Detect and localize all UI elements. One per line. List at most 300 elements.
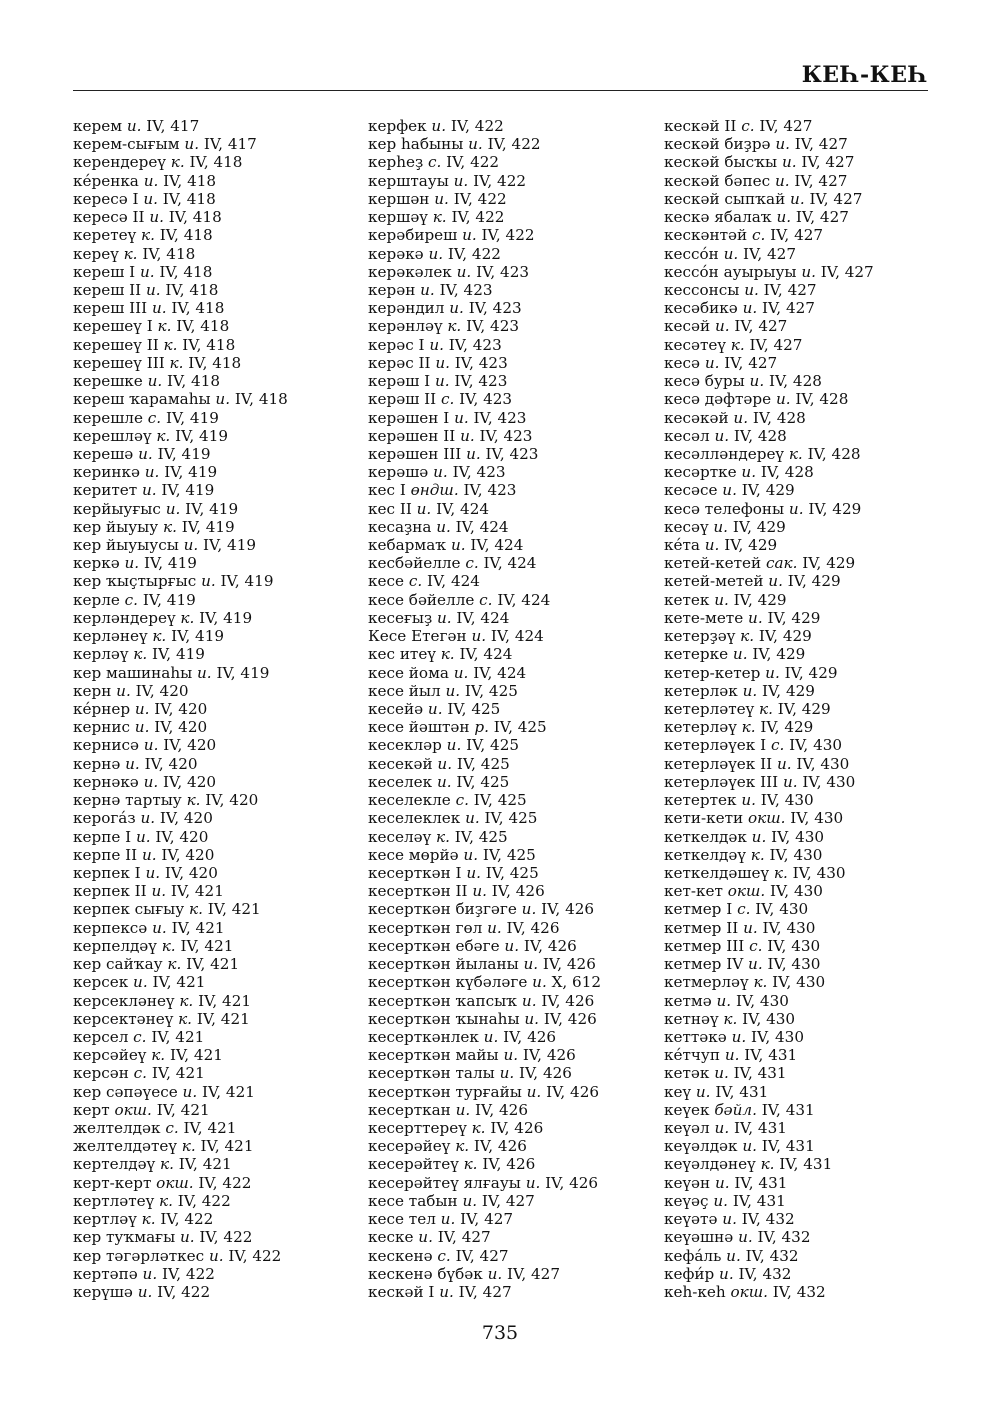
headword: керәшен III (368, 444, 467, 463)
dictionary-column-3 (664, 117, 964, 1301)
page-reference: IV, 428 (802, 444, 861, 463)
grammar-label: и. (462, 226, 477, 245)
headword: Кесе Етегән (368, 627, 472, 646)
headword: кесәбикә (664, 299, 743, 318)
dictionary-entry (368, 372, 668, 390)
grammar-label: и. (487, 918, 502, 937)
page-reference: IV, 418 (158, 171, 217, 190)
headword: кескенә (368, 1246, 438, 1265)
dictionary-entry (368, 846, 668, 864)
dictionary-entry (368, 992, 668, 1010)
page-reference: IV, 428 (764, 372, 822, 391)
headword: кереү (73, 244, 124, 263)
page-reference: IV, 424 (465, 536, 524, 555)
dictionary-entry (664, 117, 964, 135)
dictionary-column-2 (368, 117, 668, 1301)
page-reference: IV, 421 (197, 1082, 255, 1101)
grammar-label: и. (445, 681, 461, 700)
dictionary-entry (664, 372, 964, 390)
dictionary-entry (73, 427, 373, 445)
grammar-label: к. (723, 1009, 738, 1028)
page-reference: IV, 421 (165, 1046, 223, 1065)
headword: керәс I (368, 335, 430, 354)
headword: кети-кети (664, 809, 748, 828)
grammar-label: и. (141, 845, 157, 864)
page-reference: IV, 423 (447, 463, 506, 482)
dictionary-entry (73, 809, 373, 827)
grammar-label: и. (435, 353, 450, 372)
dictionary-entry (73, 609, 373, 627)
page-reference: IV, 420 (139, 754, 198, 773)
dictionary-entry (664, 390, 964, 408)
headword: керсәйеү (73, 1046, 152, 1065)
dictionary-entry (73, 390, 373, 408)
headword: кесе бәйелле (368, 590, 480, 609)
page-reference: IV, 426 (536, 991, 595, 1010)
grammar-label: и. (466, 444, 481, 463)
page-reference: IV, 431 (774, 1155, 833, 1174)
dictionary-entry (664, 736, 964, 754)
page-reference: IV, 430 (797, 772, 856, 791)
page-reference: IV, 419 (147, 645, 205, 664)
page-reference: IV, 421 (147, 973, 206, 992)
headword: кершән (368, 189, 435, 208)
dictionary-entry (368, 736, 668, 754)
grammar-label: и. (775, 390, 791, 409)
dictionary-entry (368, 445, 668, 463)
headword: керт-керт (73, 1173, 157, 1192)
grammar-label: и. (504, 936, 520, 955)
headword: кефа́ль (664, 1246, 727, 1265)
headword: кескәй II (664, 117, 742, 135)
dictionary-entry (368, 882, 668, 900)
grammar-label: к. (463, 1155, 478, 1174)
headword: кесбәйелле (368, 554, 466, 573)
grammar-label: к. (167, 955, 182, 974)
page-reference: IV, 429 (772, 700, 831, 718)
headword: кер һабыны (368, 135, 469, 154)
dictionary-entry (73, 172, 373, 190)
page-reference: IV, 426 (485, 1119, 544, 1138)
page-reference: IV, 430 (746, 1027, 804, 1046)
page-reference: IV, 419 (138, 590, 196, 609)
page-reference: IV, 426 (536, 900, 595, 919)
dictionary-entry (368, 354, 668, 372)
grammar-label: и. (722, 1210, 737, 1229)
page-reference: IV, 418 (154, 226, 213, 245)
page-reference: IV, 430 (750, 900, 809, 919)
dictionary-entry (664, 718, 964, 736)
headword: кесеғыҙ (368, 608, 437, 627)
headword: кетмер II (664, 918, 744, 937)
page-reference: IV, 429 (757, 681, 815, 700)
page-reference: IV, 422 (223, 1246, 282, 1265)
grammar-label: и. (135, 827, 151, 846)
dictionary-entry (664, 645, 964, 663)
grammar-label: и. (526, 1082, 542, 1101)
headword: кесекләр (368, 736, 447, 755)
grammar-label: и. (134, 700, 150, 718)
grammar-label: и. (124, 554, 140, 573)
dictionary-entry (664, 409, 964, 427)
page-reference: IV, 421 (192, 1009, 250, 1028)
grammar-label: к. (189, 900, 203, 919)
grammar-label: и. (790, 189, 805, 208)
headword: кесәртке (664, 463, 742, 482)
dictionary-entry (664, 336, 964, 354)
dictionary-entry (368, 1210, 668, 1228)
dictionary-entry (73, 627, 373, 645)
grammar-label: и. (726, 1246, 741, 1265)
dictionary-entry (368, 1028, 668, 1046)
dictionary-entry (664, 190, 964, 208)
dictionary-entry (73, 1265, 373, 1283)
page-reference: IV, 419 (152, 444, 211, 463)
dictionary-entry (368, 1137, 668, 1155)
grammar-label: к. (181, 1137, 196, 1156)
grammar-label: и. (439, 1283, 454, 1301)
headword: керем-сығым (73, 135, 185, 154)
headword: кертәпә (73, 1264, 143, 1283)
dictionary-entry (73, 591, 373, 609)
page-reference: IV, 432 (733, 1264, 792, 1283)
dictionary-entry (368, 664, 668, 682)
page-reference: IV, 424 (454, 645, 513, 664)
headword: кетер-кетер (664, 663, 766, 682)
headword: кесерткән ҡапсыҡ (368, 991, 522, 1010)
page-reference: IV, 430 (755, 791, 814, 810)
dictionary-entry (368, 645, 668, 663)
dictionary-entry (73, 518, 373, 536)
headword: ке́та (664, 536, 705, 555)
dictionary-entry (73, 1228, 373, 1246)
grammar-label: и. (742, 681, 758, 700)
dictionary-entry (73, 500, 373, 518)
grammar-label: и. (775, 135, 790, 154)
headword: кесерткән майы (368, 1046, 504, 1065)
headword: кетерләүек II (664, 754, 777, 773)
dictionary-entry (368, 1064, 668, 1082)
headword: кесәлләндереү (664, 444, 789, 463)
headword: кер сайҡау (73, 955, 168, 974)
grammar-label: окш. (114, 1100, 152, 1119)
dictionary-entry (368, 1247, 668, 1265)
grammar-label: и. (145, 280, 161, 299)
dictionary-entry (664, 1265, 964, 1283)
grammar-label: и. (749, 372, 765, 391)
headword: керсектәнеү (73, 1009, 179, 1028)
dictionary-entry (664, 481, 964, 499)
page-reference: IV, 425 (461, 736, 520, 755)
page-reference: IV, 431 (728, 1191, 786, 1210)
dictionary-entry (73, 736, 373, 754)
dictionary-entry (664, 973, 964, 991)
dictionary-entry (73, 718, 373, 736)
page-reference: IV, 426 (469, 1137, 527, 1156)
grammar-label: к. (170, 153, 185, 172)
headword: кер ҡыҫтырғыс (73, 572, 202, 591)
headword: кете-мете (664, 608, 749, 627)
grammar-label: и. (524, 1009, 539, 1028)
dictionary-entry (368, 572, 668, 590)
dictionary-entry (73, 1101, 373, 1119)
dictionary-entry (664, 1247, 964, 1265)
dictionary-entry (664, 135, 964, 153)
headword: кетмер IV (664, 955, 749, 974)
headword: кетмерләү (664, 973, 754, 992)
page-reference: IV, 429 (797, 554, 856, 573)
page-reference: IV, 418 (137, 244, 196, 263)
page-reference: IV, 425 (468, 791, 527, 810)
grammar-label: и. (472, 882, 487, 901)
dictionary-entry (664, 554, 964, 572)
page-reference: IV, 430 (762, 936, 821, 955)
page-reference: IV, 417 (141, 117, 200, 135)
page-reference: IV, 426 (518, 1046, 576, 1065)
headword: кесе (368, 572, 409, 591)
page-reference: IV, 431 (710, 1082, 769, 1101)
dictionary-entry (664, 955, 964, 973)
headword: керәшен II (368, 426, 461, 445)
dictionary-entry (664, 1028, 964, 1046)
dictionary-entry (664, 427, 964, 445)
headword: кересә II (73, 208, 150, 227)
dictionary-entry (368, 1010, 668, 1028)
grammar-label: и. (145, 863, 161, 882)
dictionary-entry (664, 1210, 964, 1228)
page-reference: IV, 420 (150, 827, 209, 846)
page-reference: IV, 429 (728, 517, 786, 536)
dictionary-entry (368, 937, 668, 955)
headword: керешке (73, 372, 148, 391)
grammar-label: и. (483, 1027, 499, 1046)
page-reference: IV, 423 (468, 408, 527, 427)
page-reference: IV, 424 (450, 517, 509, 536)
headword: кеткелдәк (664, 827, 752, 846)
headword: кетерҙәү (664, 627, 741, 646)
headword: кесерткән турғайы (368, 1082, 527, 1101)
page-reference: IV, 424 (468, 663, 527, 682)
grammar-label: с. (465, 554, 479, 573)
grammar-label: и. (723, 244, 739, 263)
dictionary-entry (73, 937, 373, 955)
grammar-label: и. (133, 973, 148, 992)
dictionary-entry (73, 1119, 373, 1137)
dictionary-entry (664, 1137, 964, 1155)
page-reference: IV, 418 (163, 208, 222, 227)
dictionary-entry (368, 518, 668, 536)
grammar-label: к. (156, 426, 171, 445)
page-reference: IV, 430 (791, 754, 850, 773)
grammar-label: и. (532, 973, 547, 992)
dictionary-entry (73, 882, 373, 900)
page-reference: IV, 422 (446, 208, 505, 227)
grammar-label: к. (455, 1137, 470, 1156)
dictionary-entry (664, 809, 964, 827)
page-reference: IV, 431 (729, 1119, 787, 1138)
grammar-label: с. (455, 791, 469, 810)
page-reference: IV, 429 (747, 645, 806, 664)
dictionary-column-1 (73, 117, 373, 1301)
headword: кернисә (73, 736, 144, 755)
page-reference: IV, 427 (815, 262, 874, 281)
dictionary-entry (73, 1174, 373, 1192)
headword: кесәкәй (664, 408, 734, 427)
page-reference: IV, 427 (738, 244, 796, 263)
grammar-label: р. (474, 718, 489, 737)
grammar-label: и. (748, 608, 763, 627)
page-reference: IV, 420 (155, 809, 213, 828)
headword: кереш II (73, 280, 146, 299)
dictionary-entry (664, 299, 964, 317)
headword: кесә буры (664, 372, 750, 391)
dictionary-entry (73, 117, 373, 135)
dictionary-entry (368, 864, 668, 882)
page-reference: IV, 420 (156, 845, 215, 864)
page-reference: IV, 426 (501, 918, 560, 937)
page-reference: IV, 424 (431, 499, 490, 518)
dictionary-entry (73, 664, 373, 682)
page-reference: IV, 426 (498, 1027, 557, 1046)
dictionary-entry (73, 263, 373, 281)
grammar-label: и. (453, 171, 469, 190)
page-reference: IV, 429 (728, 590, 787, 609)
grammar-label: с. (408, 572, 423, 591)
headword: керпе II (73, 845, 142, 864)
grammar-label: и. (449, 299, 464, 318)
dictionary-entry (664, 992, 964, 1010)
dictionary-entry (368, 1265, 668, 1283)
page-reference: IV, 418 (230, 390, 288, 409)
page-reference: IV, 424 (478, 554, 537, 573)
page-reference: IV, 420 (160, 863, 218, 882)
headword: кетерләү (664, 718, 742, 737)
grammar-label: и. (144, 463, 160, 482)
grammar-label: и. (450, 536, 466, 555)
headword: керешеү I (73, 317, 158, 336)
grammar-label: и. (141, 481, 157, 500)
grammar-label: и. (453, 663, 469, 682)
headword: кесерттереү (368, 1119, 472, 1138)
headword: керешләү (73, 426, 157, 445)
grammar-label: к. (133, 645, 148, 664)
headword: керштауы (368, 171, 454, 190)
page-reference: IV, 419 (139, 554, 197, 573)
headword: керпек I (73, 863, 146, 882)
grammar-label: и. (462, 1191, 478, 1210)
page-reference: IV, 422 (194, 1228, 253, 1247)
dictionary-entry (73, 846, 373, 864)
headword: кесәл (664, 426, 715, 445)
grammar-label: и. (704, 536, 720, 555)
page-reference: IV, 426 (514, 1064, 572, 1083)
grammar-label: и. (208, 1246, 224, 1265)
page-reference: IV, 419 (166, 627, 225, 646)
dictionary-entry (664, 700, 964, 718)
dictionary-entry (664, 828, 964, 846)
page-reference: IV, 427 (757, 299, 815, 318)
page-reference: X, 612 (546, 973, 602, 992)
headword: желтелдәтеү (73, 1137, 182, 1156)
headword: кесерткән гөл (368, 918, 488, 937)
page-reference: IV, 430 (765, 882, 823, 901)
headword: ке́ренка (73, 171, 144, 190)
headword: кернәкә (73, 772, 144, 791)
dictionary-entry (368, 226, 668, 244)
headword: керинкә (73, 463, 145, 482)
grammar-label: и. (782, 772, 798, 791)
page-reference: IV, 427 (804, 189, 863, 208)
headword: керләү (73, 645, 134, 664)
dictionary-entry (73, 1064, 373, 1082)
headword: керешә (73, 444, 139, 463)
headword: кесерткән талы (368, 1064, 500, 1083)
page-reference: IV, 419 (170, 426, 229, 445)
page-reference: IV, 432 (736, 1210, 795, 1229)
page-reference: IV, 419 (156, 481, 215, 500)
page-reference: IV, 423 (434, 280, 493, 299)
dictionary-entry (368, 481, 668, 499)
headword: кеселекле (368, 791, 456, 810)
headword: кесерткан (368, 1100, 456, 1119)
headword: кетмә (664, 991, 717, 1010)
grammar-label: и. (454, 408, 469, 427)
page-reference: IV, 427 (789, 171, 848, 190)
dictionary-entry (664, 919, 964, 937)
headword: кесе мөрйә (368, 845, 464, 864)
grammar-label: к. (760, 1155, 775, 1174)
dictionary-entry (73, 135, 373, 153)
dictionary-entry (368, 135, 668, 153)
dictionary-entry (368, 281, 668, 299)
headword: кескә ябалаҡ (664, 208, 777, 227)
grammar-label: к. (141, 1210, 156, 1229)
grammar-label: к. (163, 335, 178, 354)
dictionary-entry (368, 755, 668, 773)
page-reference: IV, 432 (767, 1283, 826, 1301)
grammar-label: и. (429, 335, 444, 354)
headword: керәкәлек (368, 262, 457, 281)
headword: кер туҡмағы (73, 1228, 180, 1247)
page-reference: IV, 423 (463, 299, 522, 318)
grammar-label: и. (182, 1082, 198, 1101)
grammar-label: с. (770, 736, 785, 755)
dictionary-entry (368, 1192, 668, 1210)
grammar-label: и. (801, 262, 816, 281)
grammar-label: и. (139, 262, 155, 281)
headword: кетерке (664, 645, 733, 664)
grammar-label: и. (455, 1100, 471, 1119)
dictionary-entry (368, 463, 668, 481)
grammar-label: окш. (730, 1283, 768, 1301)
page-reference: IV, 421 (178, 1119, 237, 1138)
grammar-label: и. (143, 189, 158, 208)
dictionary-entry (664, 609, 964, 627)
headword: кереш III (73, 299, 152, 318)
headword: кершәү (368, 208, 433, 227)
grammar-label: и. (775, 171, 790, 190)
headword: кесәү (664, 517, 714, 536)
grammar-label: и. (714, 590, 729, 609)
headword: кесәй (664, 317, 715, 336)
grammar-label: к. (447, 317, 462, 336)
page-reference: IV, 427 (789, 135, 848, 154)
headword: кетмер I (664, 900, 738, 919)
headword: кескәй биҙрә (664, 135, 776, 154)
dictionary-entry (73, 1210, 373, 1228)
grammar-label: и. (184, 135, 200, 154)
page-reference: IV, 422 (152, 1283, 211, 1301)
